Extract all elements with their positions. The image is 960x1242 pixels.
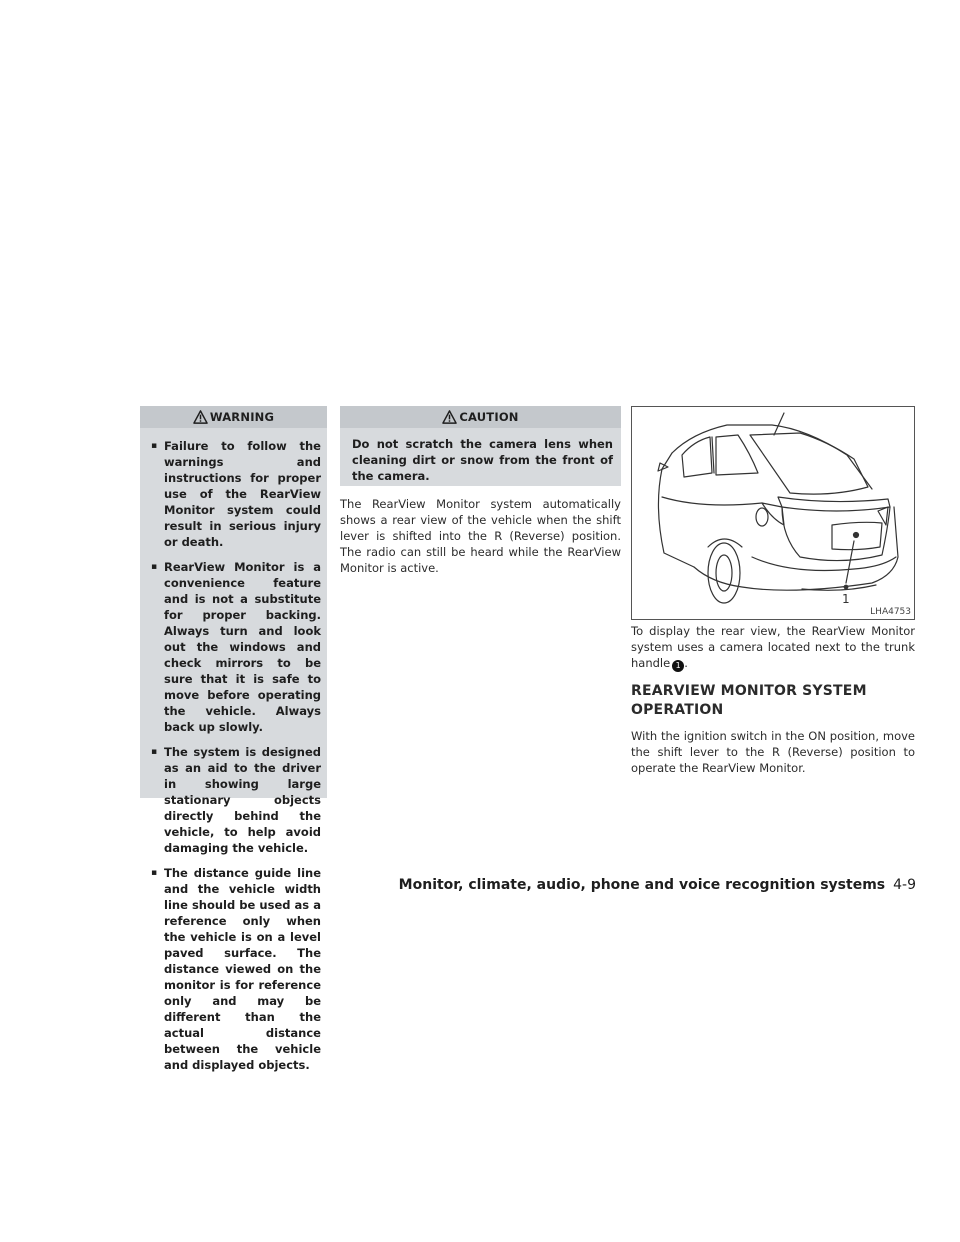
rear-camera-figure bbox=[631, 406, 915, 620]
figure-id: LHA4753 bbox=[870, 607, 911, 617]
chapter-title: Monitor, climate, audio, phone and voice recognition systems bbox=[398, 877, 886, 893]
warning-icon bbox=[442, 410, 457, 424]
car-rear-illustration bbox=[632, 407, 914, 619]
warning-body bbox=[140, 428, 327, 1081]
caution-heading: CAUTION bbox=[459, 410, 519, 424]
warning-bullet: ▪ Failure to follow the warnings and instructions for proper use of the RearView Monitor system could result in serious injury or death. bbox=[148, 438, 321, 550]
caution-column bbox=[340, 406, 621, 576]
section-title: REARVIEW MONITOR SYSTEM OPERATION bbox=[631, 683, 867, 718]
page-footer bbox=[399, 877, 916, 893]
figure-caption-end: . bbox=[684, 656, 688, 670]
figure-column bbox=[631, 406, 915, 776]
warning-bullet: ▪ RearView Monitor is a convenience feature and is not a substitute for proper backing. Always turn and look out the windows and check mirrors to be sure that it is safe to move before operating the vehicle. Always back up slowly. bbox=[148, 559, 321, 735]
figure-callout-number: 1 bbox=[842, 592, 850, 606]
operation-paragraph: With the ignition switch in the ON position, move the shift lever to the R (Reverse) position to operate the RearView Monitor. bbox=[631, 729, 915, 775]
caution-box bbox=[340, 406, 621, 486]
figure-caption bbox=[631, 623, 915, 672]
warning-header bbox=[140, 406, 327, 428]
warning-icon bbox=[193, 410, 208, 424]
caution-body bbox=[340, 428, 621, 484]
page-number: 4-9 bbox=[893, 877, 916, 893]
warning-bullet: ▪ The distance guide line and the vehicle width line should be used as a reference only when the vehicle is on a level paved surface. The distance viewed on the monitor is for reference only and may be different than the actual distance between the vehicle and displayed objects. bbox=[148, 865, 321, 1073]
warning-column bbox=[140, 406, 327, 1072]
warning-bullet: ▪ The system is designed as an aid to the driver in showing large stationary objects directly behind the vehicle, to help avoid damaging the vehicle. bbox=[148, 744, 321, 856]
caution-header bbox=[340, 406, 621, 428]
warning-box bbox=[140, 406, 327, 1072]
callout-badge-1: 1 bbox=[672, 660, 684, 672]
caution-text: Do not scratch the camera lens when cleaning dirt or snow from the front of the camera. bbox=[352, 437, 613, 483]
intro-paragraph: The RearView Monitor system automatically shows a rear view of the vehicle when the shift lever is shifted into the R (Reverse) position. The radio can still be heard while the RearView Monitor is active. bbox=[340, 497, 621, 575]
figure-caption-text: To display the rear view, the RearView Monitor system uses a camera located next to the trunk handle bbox=[631, 624, 915, 670]
warning-heading: WARNING bbox=[209, 410, 275, 424]
